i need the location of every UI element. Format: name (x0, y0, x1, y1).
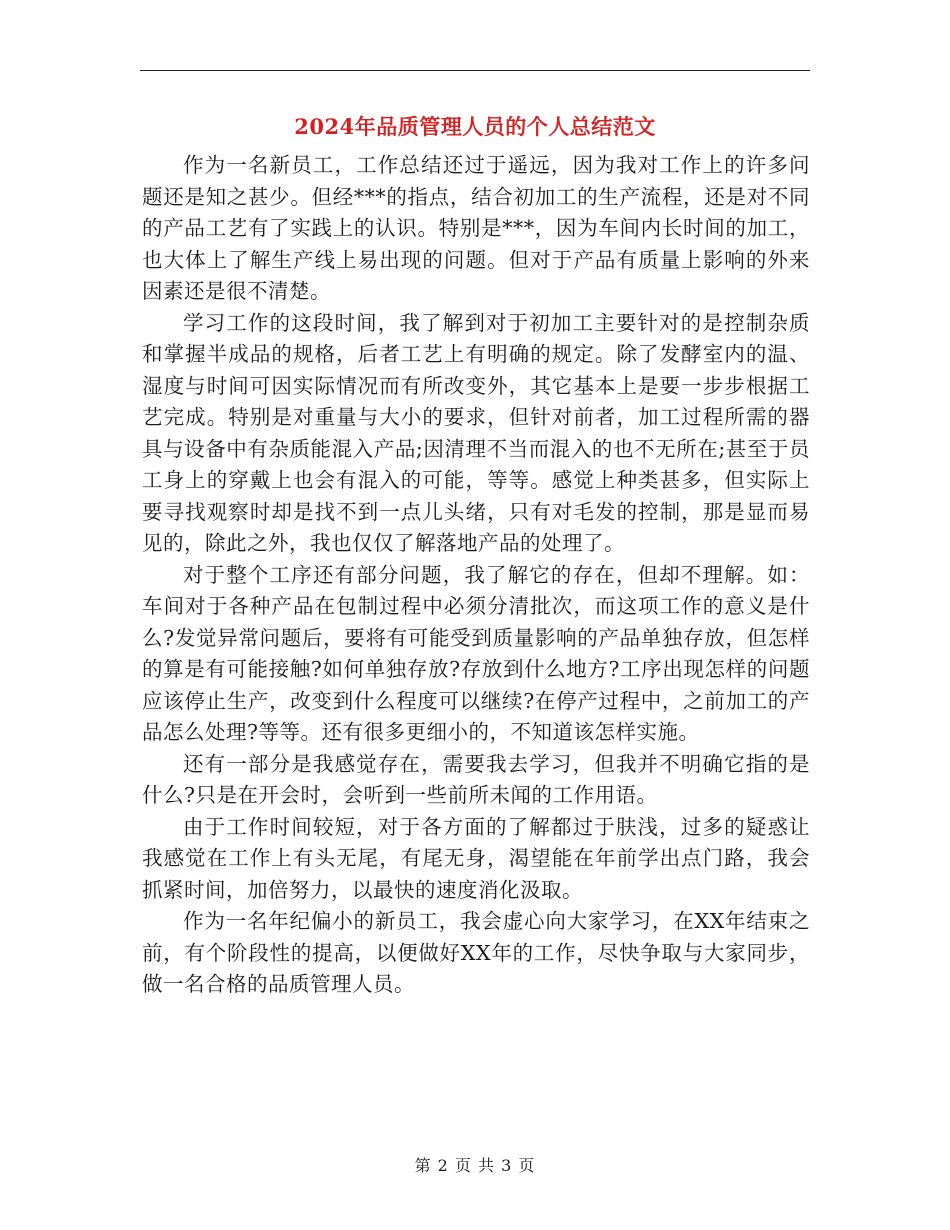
paragraph: 作为一名年纪偏小的新员工，我会虚心向大家学习，在XX年结束之前，有个阶段性的提高，以便做好XX年的工作，尽快争取与大家同步，做一名合格的品质管理人员。 (142, 909, 810, 996)
paragraph: 由于工作时间较短，对于各方面的了解都过于肤浅，过多的疑惑让我感觉在工作上有头无尾，有尾无身，渴望能在年前学出点门路，我会抓紧时间，加倍努力，以最快的速度消化汲取。 (142, 814, 810, 902)
paragraph: 学习工作的这段时间，我了解到对于初加工主要针对的是控制杂质和掌握半成品的规格，后者工艺上有明确的规定。除了发酵室内的温、湿度与时间可因实际情况而有所改变外，其它基本上是要一步步根据工艺完成。特别是对重量与大小的要求，但针对前者，加工过程所需的器具与设备中有杂质能混入产品;因清理不当而混入的也不无所在;甚至于员工身上的穿戴上也会有混入的可能，等等。感觉上种类甚多，但实际上要寻找观察时却是找不到一点儿头绪，只有对毛发的控制，那是显而易见的，除此之外，我也仅仅了解落地产品的处理了。 (142, 310, 810, 555)
paragraph: 作为一名新员工，工作总结还过于遥远，因为我对工作上的许多问题还是知之甚少。但经***的指点，结合初加工的生产流程，还是对不同的产品工艺有了实践上的认识。特别是***，因为车间内长时间的加工，也大体上了解生产线上易出现的问题。但对于产品有质量上影响的外来因素还是很不清楚。 (142, 153, 810, 303)
page-footer: 第 2 页 共 3 页 (414, 1156, 536, 1175)
paragraph: 对于整个工序还有部分问题，我了解它的存在，但却不理解。如：车间对于各种产品在包制过程中必须分清批次，而这项工作的意义是什么?发觉异常问题后，要将有可能受到质量影响的产品单独存放，但怎样的算是有可能接触?如何单独存放?存放到什么地方?工序出现怎样的问题应该停止生产，改变到什么程度可以继续?在停产过程中，之前加工的产品怎么处理?等等。还有很多更细小的，不知道该怎样实施。 (142, 562, 810, 744)
document-body (142, 150, 810, 1001)
document-title: 2024年品质管理人员的个人总结范文 (294, 114, 656, 139)
header-rule (140, 70, 810, 71)
paragraph: 还有一部分是我感觉存在，需要我去学习，但我并不明确它指的是什么?只是在开会时，会听到一些前所未闻的工作用语。 (142, 751, 810, 807)
